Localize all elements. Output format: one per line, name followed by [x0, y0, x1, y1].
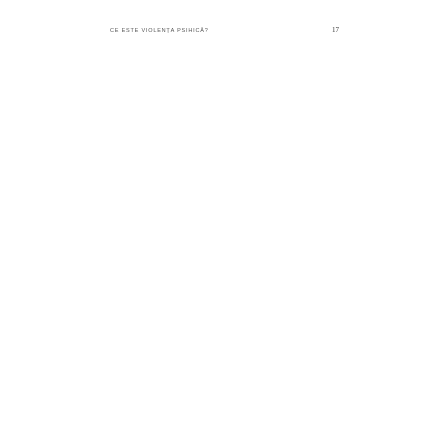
running-header-title: CE ESTE VIOLENȚA PSIHICĂ? [110, 28, 209, 34]
body-text [110, 54, 338, 427]
page-number: 17 [332, 26, 339, 34]
running-header [110, 26, 339, 38]
